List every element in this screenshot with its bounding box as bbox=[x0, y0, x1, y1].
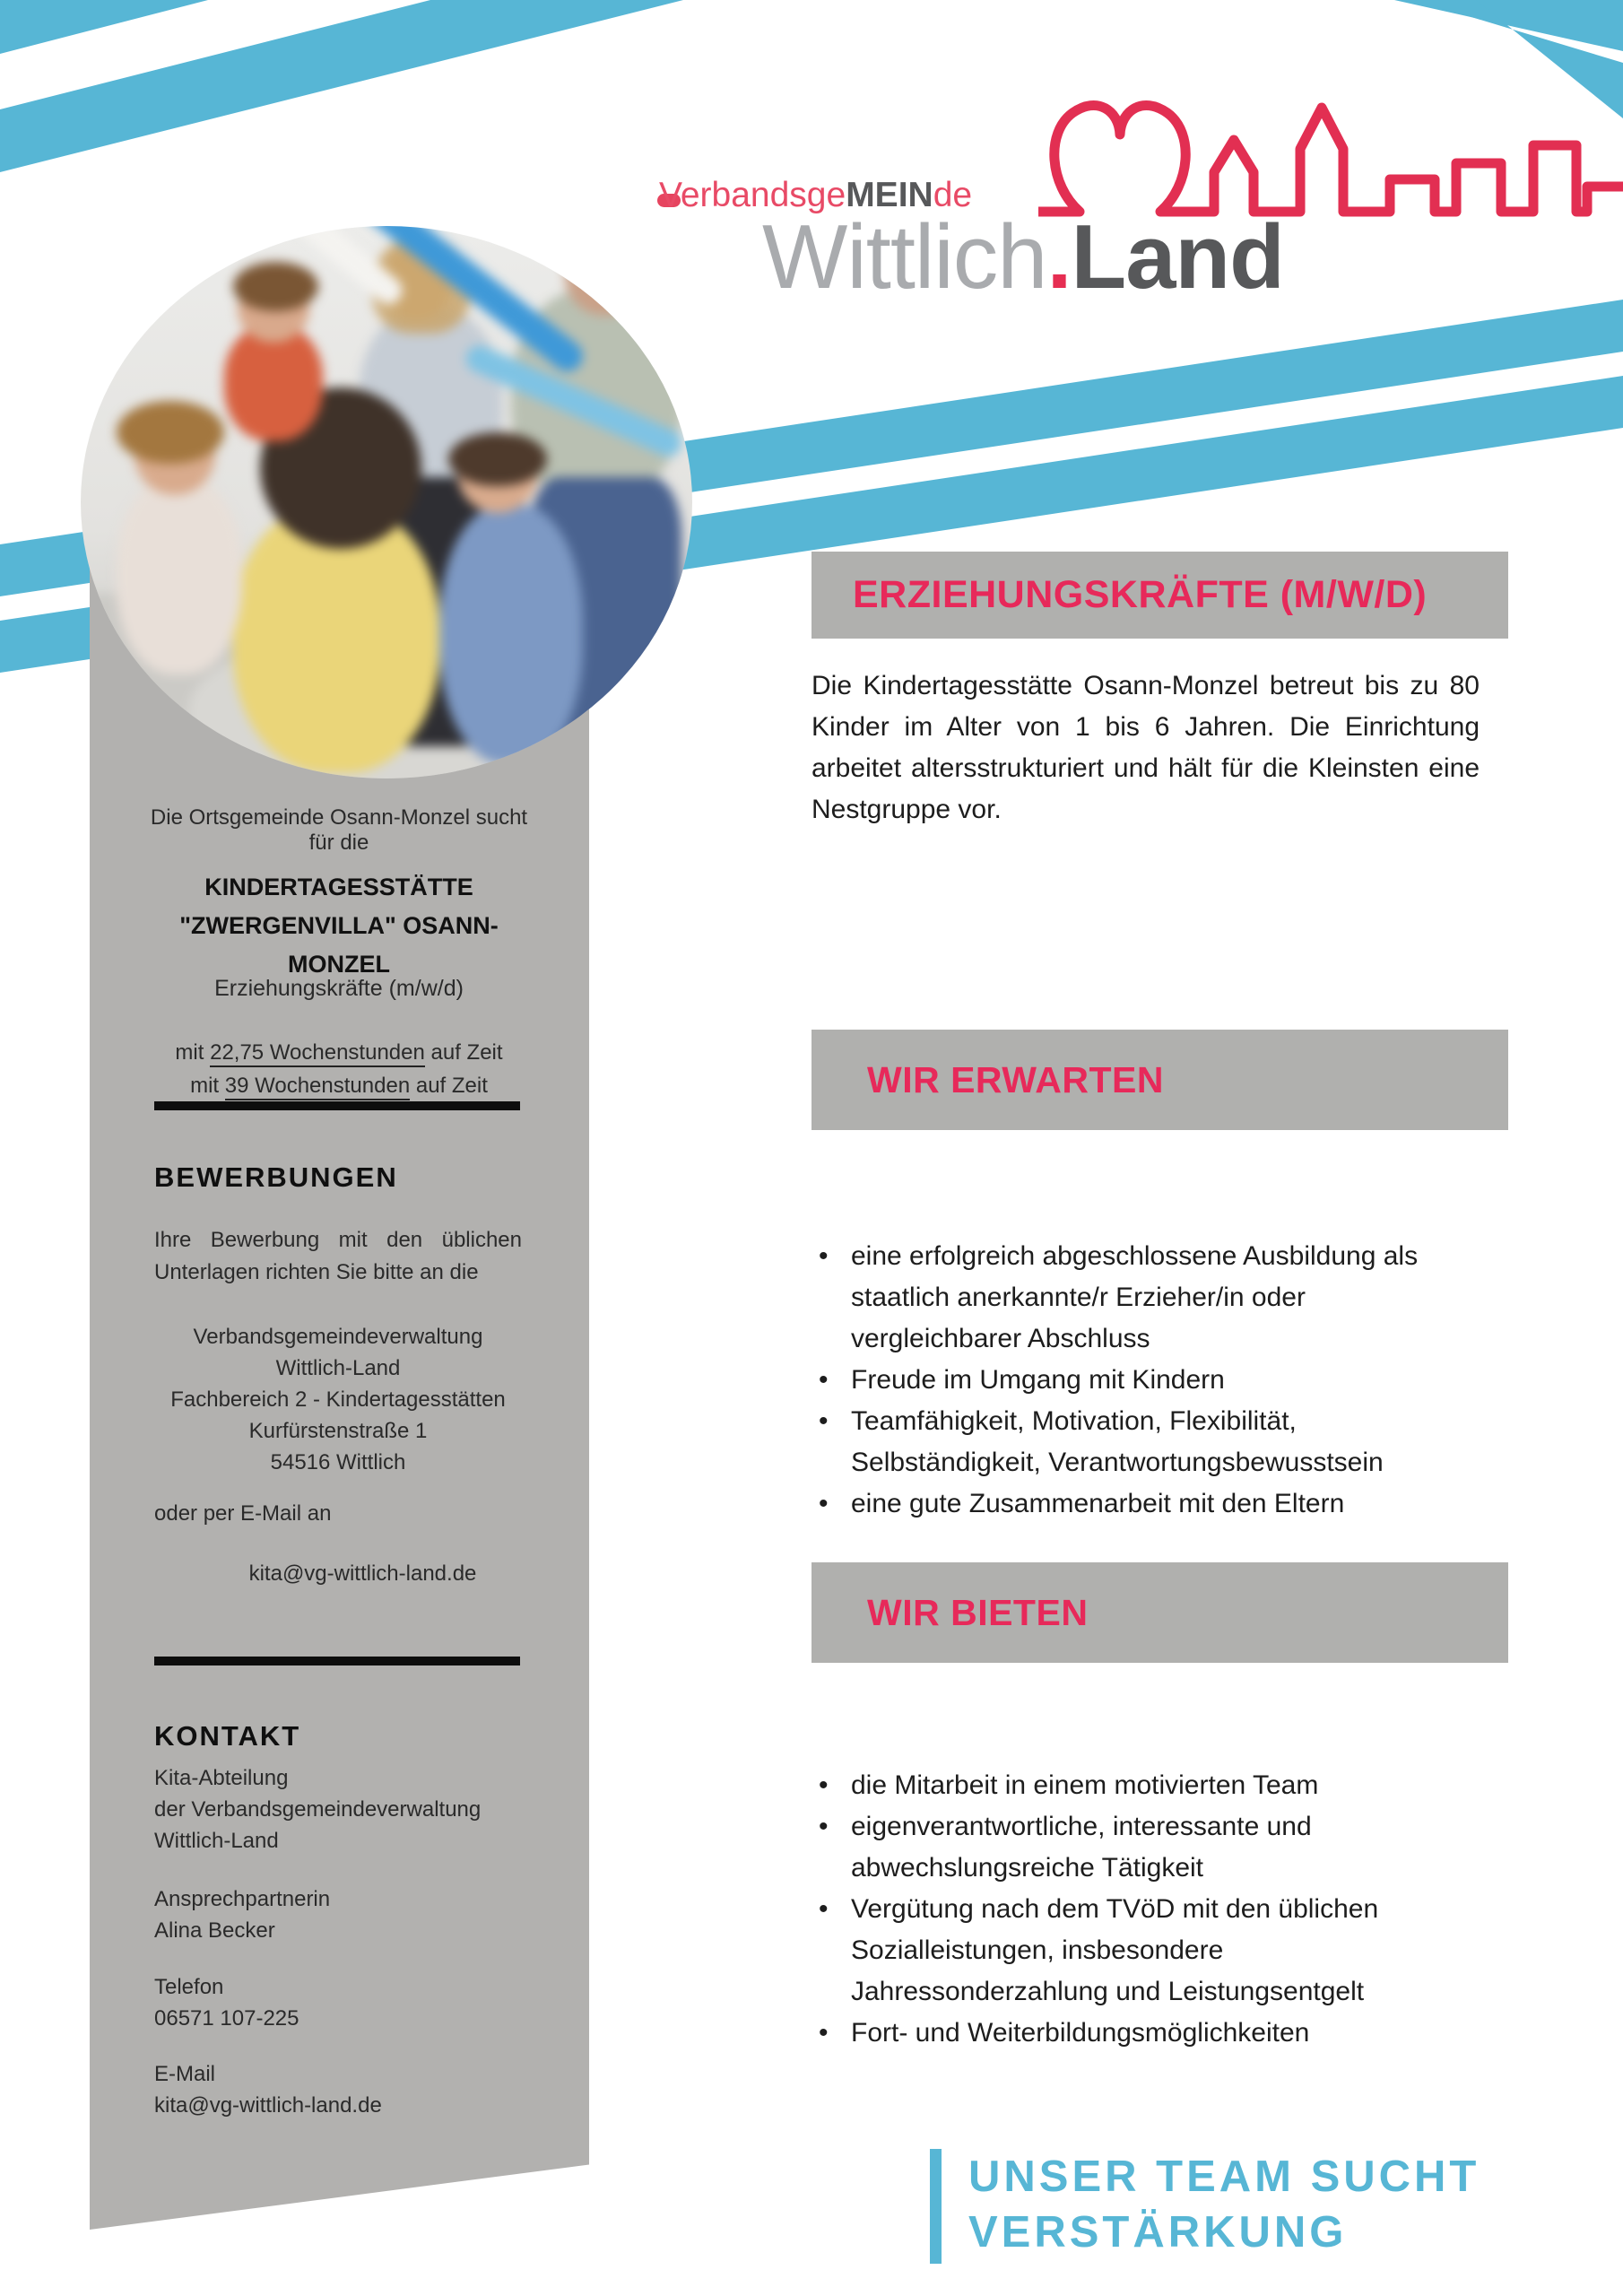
kontakt-department bbox=[154, 1762, 522, 1857]
expect-bullet-list bbox=[812, 1236, 1439, 1525]
kontakt-phone bbox=[154, 1971, 522, 2034]
photo-abstract-scene bbox=[81, 226, 692, 778]
address-line: Verbandsgemeindeverwaltung bbox=[193, 1325, 483, 1349]
logo-verbandsge: Verbandsge bbox=[659, 176, 846, 214]
divider-top bbox=[154, 1101, 520, 1110]
expect-bullet: • Freude im Umgang mit Kindern bbox=[812, 1360, 1439, 1401]
logo-wittlich: Wittlich bbox=[762, 207, 1047, 308]
kontakt-email-label: E-Mail bbox=[154, 2062, 216, 2086]
hours-2-underlined: 39 Wochenstunden bbox=[225, 1074, 410, 1100]
postal-address bbox=[154, 1321, 522, 1478]
logo-mein: MEIN bbox=[846, 176, 933, 214]
kontakt-person bbox=[154, 1883, 522, 1946]
hours-line-2: mit 39 Wochenstunden auf Zeit bbox=[142, 1069, 536, 1102]
logo-wordmark-main bbox=[762, 206, 1284, 309]
hours-1-underlined: 22,75 Wochenstunden bbox=[210, 1040, 425, 1067]
offer-bullet: • Fort- und Weiterbildungsmöglichkeiten bbox=[812, 2013, 1439, 2054]
offer-section-box bbox=[812, 1562, 1508, 1663]
expect-bullet: • eine erfolgreich abgeschlossene Ausbildung als staatlich anerkannte/r Erzieher/in oder vergleichbarer Abschluss bbox=[812, 1236, 1439, 1360]
bewerbungen-heading: BEWERBUNGEN bbox=[154, 1161, 398, 1193]
children-group-photo bbox=[81, 226, 692, 778]
kontakt-dept-line: Wittlich-Land bbox=[154, 1829, 279, 1853]
offer-bullet: • eigenverantwortliche, interessante und abwechslungsreiche Tätigkeit bbox=[812, 1806, 1439, 1889]
address-line: 54516 Wittlich bbox=[270, 1450, 406, 1474]
tagline-line1: UNSER TEAM SUCHT bbox=[968, 2152, 1480, 2201]
left-intro: Die Ortsgemeinde Osann-Monzel sucht für die bbox=[150, 805, 528, 855]
kontakt-dept-line: der Verbandsgemeindeverwaltung bbox=[154, 1797, 482, 1822]
logo-de: de bbox=[933, 176, 973, 214]
application-email: kita@vg-wittlich-land.de bbox=[248, 1561, 477, 1586]
address-line: Wittlich-Land bbox=[275, 1356, 401, 1380]
tagline bbox=[968, 2149, 1596, 2260]
phone-label: Telefon bbox=[154, 1975, 224, 1999]
kontakt-heading: KONTAKT bbox=[154, 1720, 301, 1752]
address-line: Kurfürstenstraße 1 bbox=[248, 1419, 428, 1443]
logo-dot: . bbox=[1046, 207, 1072, 308]
bewerbungen-intro: Ihre Bewerbung mit den üblichen Unterlagen richten Sie bitte an die bbox=[154, 1228, 522, 1284]
email-alt-label: oder per E-Mail an bbox=[154, 1501, 332, 1526]
job-description: Die Kindertagesstätte Osann-Monzel betreut bis zu 80 Kinder im Alter von 1 bis 6 Jahren. Die Einrichtung arbeitet altersstrukturiert und hält für die Kleinsten eine Nestgruppe vor. bbox=[812, 671, 1480, 824]
expect-section-box bbox=[812, 1030, 1508, 1130]
offer-bullet: • die Mitarbeit in einem motivierten Team bbox=[812, 1765, 1439, 1806]
address-line: Fachbereich 2 - Kindertagesstätten bbox=[170, 1387, 506, 1412]
position-title: Erziehungskräfte (m/w/d) bbox=[214, 976, 464, 1001]
tagline-line2: VERSTÄRKUNG bbox=[968, 2208, 1348, 2257]
facility-line2: "ZWERGENVILLA" OSANN-MONZEL bbox=[179, 912, 499, 978]
kontakt-email-address: kita@vg-wittlich-land.de bbox=[154, 2093, 382, 2118]
hours-block bbox=[142, 1036, 536, 1102]
divider-bottom bbox=[154, 1657, 520, 1665]
hours-line-1: mit 22,75 Wochenstunden auf Zeit bbox=[142, 1036, 536, 1069]
tagline-accent-bar bbox=[930, 2149, 942, 2264]
stripe-top-left-1 bbox=[0, 0, 208, 54]
facility-name bbox=[142, 868, 536, 984]
logo-heart-skyline-icon bbox=[1038, 77, 1623, 225]
offer-bullet: • Vergütung nach dem TVöD mit den üblichen Sozialleistungen, insbesondere Jahressonderzahlung und Leistungsentgelt bbox=[812, 1889, 1439, 2013]
offer-heading: WIR BIETEN bbox=[867, 1591, 1089, 1633]
offer-bullet-list bbox=[812, 1765, 1439, 2054]
job-title: ERZIEHUNGSKRÄFTE (M/W/D) bbox=[853, 573, 1428, 616]
expect-bullet: • eine gute Zusammenarbeit mit den Eltern bbox=[812, 1483, 1439, 1525]
phone-number: 06571 107-225 bbox=[154, 2006, 299, 2031]
contact-person-label: Ansprechpartnerin bbox=[154, 1887, 331, 1911]
kontakt-email bbox=[154, 2058, 522, 2121]
kontakt-dept-line: Kita-Abteilung bbox=[154, 1766, 289, 1790]
job-title-box bbox=[812, 552, 1508, 639]
logo-land: Land bbox=[1071, 207, 1284, 308]
facility-line1: KINDERTAGESSTÄTTE bbox=[204, 874, 473, 900]
stripe-top-right-1 bbox=[1394, 0, 1623, 51]
expect-heading: WIR ERWARTEN bbox=[867, 1058, 1164, 1100]
expect-bullet: • Teamfähigkeit, Motivation, Flexibilität, Selbständigkeit, Verantwortungsbewusstsein bbox=[812, 1401, 1439, 1483]
contact-person-name: Alina Becker bbox=[154, 1918, 275, 1943]
